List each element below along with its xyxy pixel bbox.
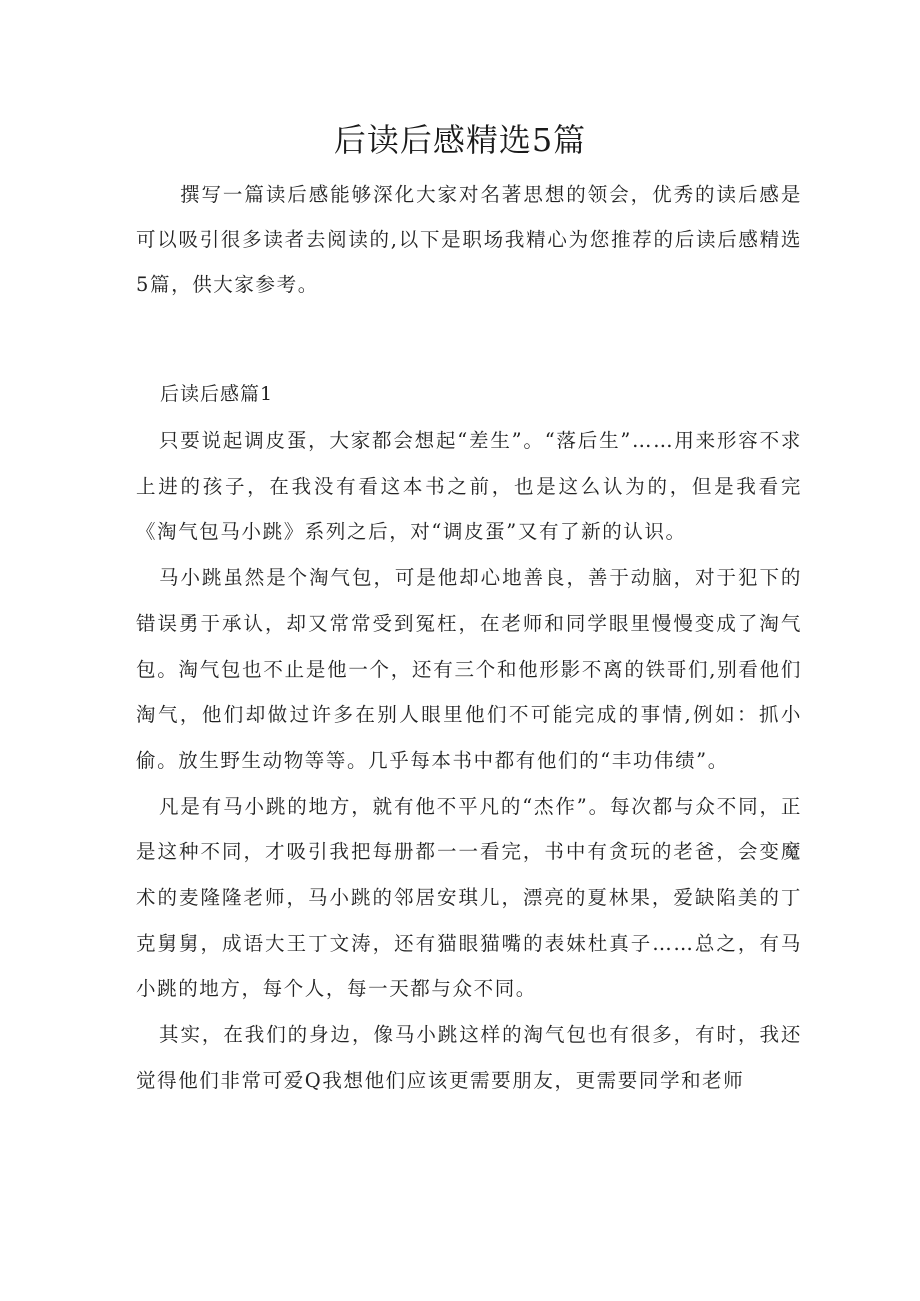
body-paragraph: 马小跳虽然是个淘气包，可是他却心地善良，善于动脑，对于犯下的错误勇于承认，却又常常受到冤枉，在老师和同学眼里慢慢变成了淘气包。淘气包也不止是他一个，还有三个和他形影不离的铁哥们,别看他们淘气，他们却做过许多在别人眼里他们不可能完成的事情,例如：抓小偷。放生野生动物等等。几乎每本书中都有他们的“丰功伟绩”。 <box>136 566 802 772</box>
body-text <box>136 418 802 1104</box>
document-title: 后读后感精选5篇 <box>333 121 587 159</box>
body-paragraph: 其实，在我们的身边，像马小跳这样的淘气包也有很多，有时，我还觉得他们非常可爱Q我想他们应该更需要朋友，更需要同学和老师 <box>136 1023 802 1092</box>
body-paragraph: 凡是有马小跳的地方，就有他不平凡的“杰作”。每次都与众不同，正是这种不同，才吸引我把每册都一一看完，书中有贪玩的老爸，会变魔术的麦隆隆老师，马小跳的邻居安琪儿，漂亮的夏林果，爱缺陷美的丁克舅舅，成语大王丁文涛，还有猫眼猫嘴的表妹杜真子……总之，有马小跳的地方，每个人，每一天都与众不同。 <box>136 794 802 1001</box>
intro-paragraph: 撰写一篇读后感能够深化大家对名著思想的领会，优秀的读后感是可以吸引很多读者去阅读的,以下是职场我精心为您推荐的后读后感精选5篇，供大家参考。 <box>136 183 802 296</box>
section-heading: 后读后感篇1 <box>160 383 274 405</box>
body-paragraph: 只要说起调皮蛋，大家都会想起“差生”。“落后生”……用来形容不求上进的孩子，在我没有看这本书之前，也是这么认为的，但是我看完《淘气包马小跳》系列之后，对“调皮蛋”又有了新的认识。 <box>136 429 802 544</box>
